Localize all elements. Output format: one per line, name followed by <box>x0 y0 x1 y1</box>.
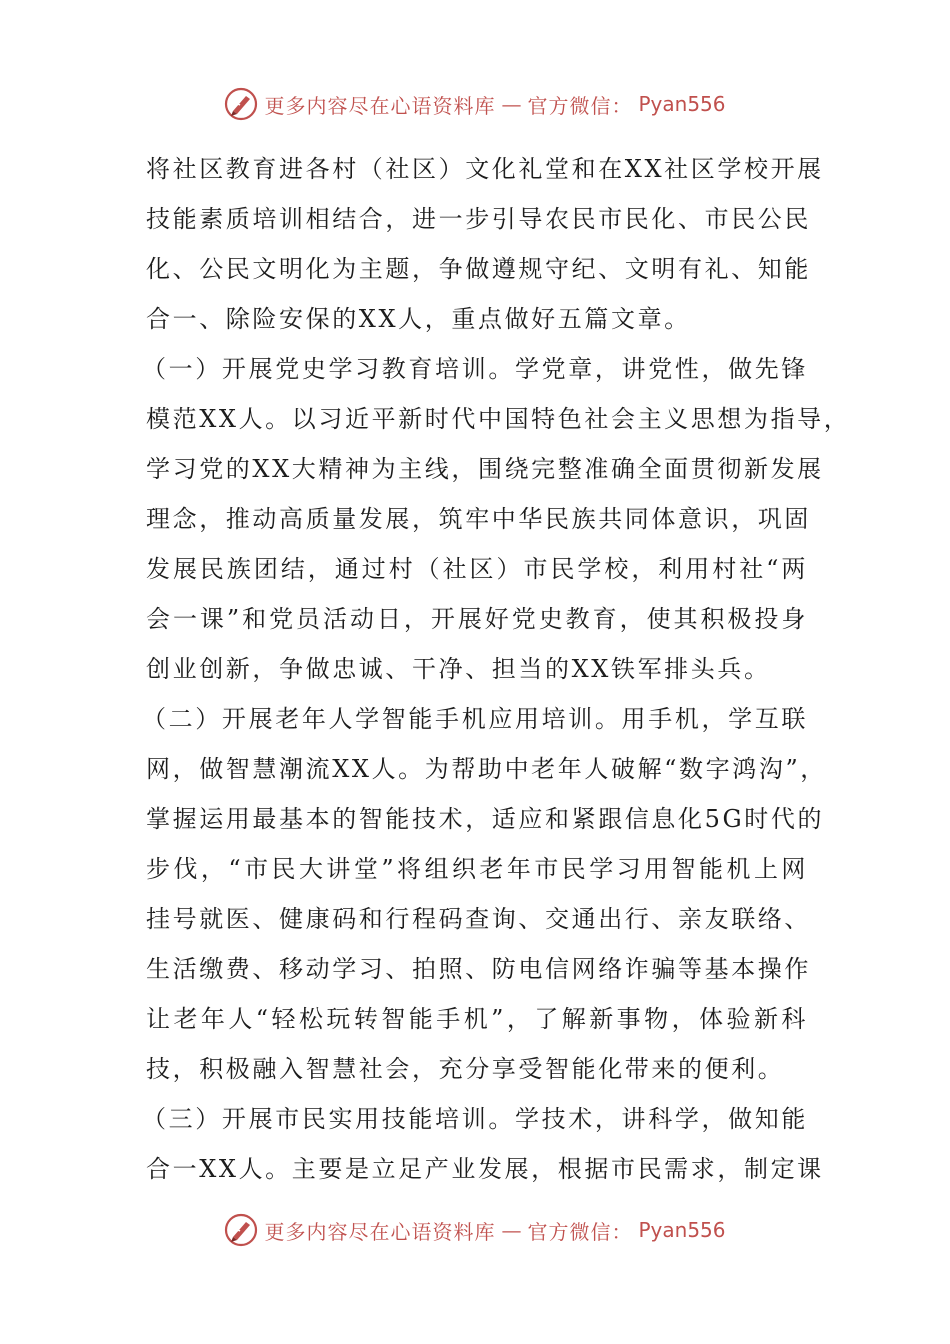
text-line: 合一、除险安保的XX人，重点做好五篇文章。 <box>146 305 691 333</box>
pen-circle-logo-icon <box>224 87 258 121</box>
footer-watermark <box>0 1210 950 1250</box>
text-line: 将社区教育进各村（社区）文化礼堂和在XX社区学校开展 <box>146 155 824 183</box>
text-line: 合一XX人。主要是立足产业发展，根据市民需求，制定课 <box>146 1155 824 1183</box>
text-line: 挂号就医、健康码和行程码查询、交通出行、亲友联络、 <box>146 905 811 933</box>
watermark-account: Pyan556 <box>638 1218 726 1242</box>
section-heading-line: （三）开展市民实用技能培训。学技术，讲科学，做知能 <box>142 1105 808 1133</box>
text-line: 发展民族团结，通过村（社区）市民学校，利用村社“两 <box>146 555 808 583</box>
text-line: 理念，推动高质量发展，筑牢中华民族共同体意识，巩固 <box>146 505 811 533</box>
document-body <box>142 144 851 1194</box>
header-watermark <box>0 84 950 124</box>
watermark-label: 官方微信： <box>527 1219 633 1244</box>
watermark-text: 更多内容尽在心语资料库 <box>264 93 496 118</box>
text-line: 掌握运用最基本的智能技术，适应和紧跟信息化5G时代的 <box>146 805 825 833</box>
text-line: 技能素质培训相结合，进一步引导农民市民化、市民公民 <box>146 205 811 233</box>
watermark-account: Pyan556 <box>638 92 726 116</box>
section-heading-line: （一）开展党史学习教育培训。学党章，讲党性，做先锋 <box>142 355 808 383</box>
section-heading-line: （二）开展老年人学智能手机应用培训。用手机，学互联 <box>142 705 808 733</box>
text-line: 网，做智慧潮流XX人。为帮助中老年人破解“数字鸿沟”， <box>146 755 827 783</box>
text-line: 模范XX人。以习近平新时代中国特色社会主义思想为指导， <box>146 405 851 433</box>
watermark-label: 官方微信： <box>527 93 633 118</box>
text-line: 让老年人“轻松玩转智能手机”，了解新事物，体验新科 <box>146 1005 808 1033</box>
watermark-separator: — <box>501 1218 522 1242</box>
watermark-text: 更多内容尽在心语资料库 <box>264 1219 496 1244</box>
text-line: 化、公民文明化为主题，争做遵规守纪、文明有礼、知能 <box>146 255 811 283</box>
text-line: 步伐，“市民大讲堂”将组织老年市民学习用智能机上网 <box>146 855 808 883</box>
text-line: 生活缴费、移动学习、拍照、防电信网络诈骗等基本操作 <box>146 955 811 983</box>
pen-circle-logo-icon <box>224 1213 258 1247</box>
text-line: 会一课”和党员活动日，开展好党史教育，使其积极投身 <box>146 605 808 633</box>
text-line: 技，积极融入智慧社会，充分享受智能化带来的便利。 <box>146 1055 785 1083</box>
text-line: 创业创新，争做忠诚、干净、担当的XX铁军排头兵。 <box>146 655 771 683</box>
text-line: 学习党的XX大精神为主线，围绕完整准确全面贯彻新发展 <box>146 455 824 483</box>
watermark-separator: — <box>501 92 522 116</box>
